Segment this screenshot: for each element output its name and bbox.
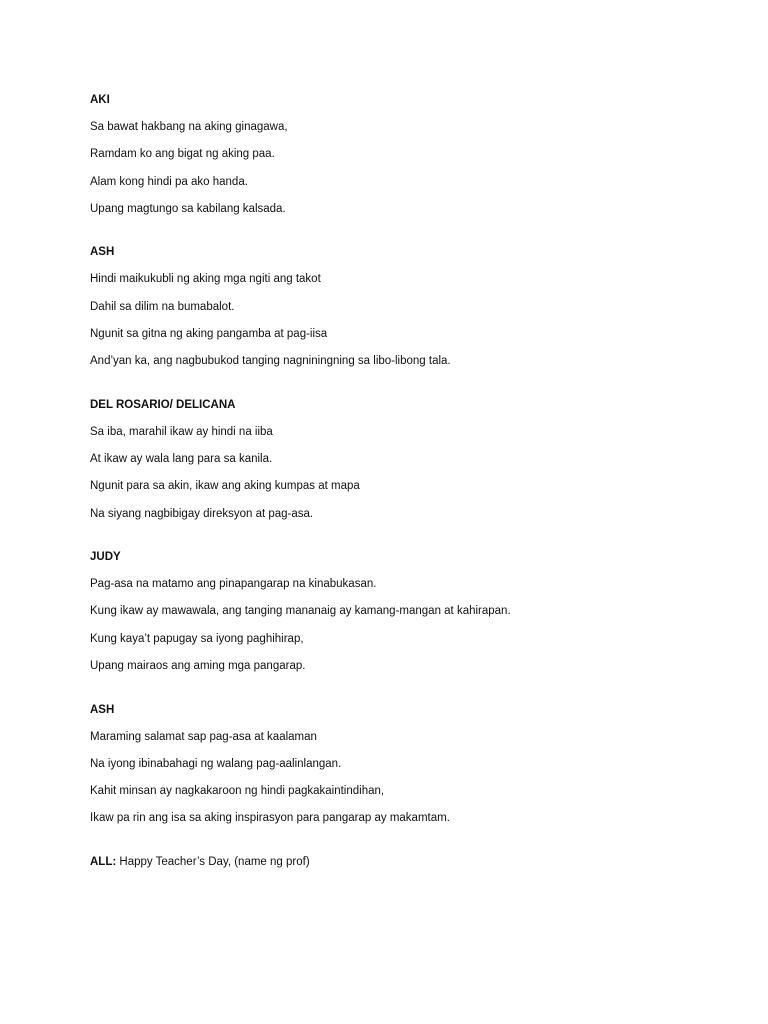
verse-line: Pag-asa na matamo ang pinapangarap na kinabukasan. bbox=[90, 578, 377, 591]
verse-line: Sa bawat hakbang na aking ginagawa, bbox=[90, 121, 288, 133]
verse-line: Kung ikaw ay mawawala, ang tanging mananaig ay kamang-mangan at kahirapan. bbox=[90, 605, 511, 618]
verse-line: And’yan ka, ang nagbubukod tanging nagniningning sa libo-libong tala. bbox=[90, 355, 451, 368]
verse-line: Ngunit sa gitna ng aking pangamba at pag-iisa bbox=[90, 327, 328, 340]
verse-line: Ngunit para sa akin, ikaw ang aking kumpas at mapa bbox=[90, 480, 360, 493]
verse-line: Sa iba, marahil ikaw ay hindi na iiba bbox=[90, 425, 273, 438]
verse-section-aki bbox=[90, 92, 768, 217]
verse-line: At ikaw ay wala lang para sa kanila. bbox=[90, 453, 273, 466]
verse-line: Maraming salamat sap pag-asa at kaalaman bbox=[90, 730, 317, 743]
speaker-name: JUDY bbox=[90, 551, 121, 564]
verse-line: Upang mairaos ang aming mga pangarap. bbox=[90, 660, 306, 673]
verse-line: Ikaw pa rin ang isa sa aking inspirasyon para pangarap ay makamtam. bbox=[90, 812, 450, 825]
verse-line: Dahil sa dilim na bumabalot. bbox=[90, 300, 235, 313]
speaker-name: DEL ROSARIO/ DELICANA bbox=[90, 398, 236, 411]
closing-text: Happy Teacher’s Day, (name ng prof) bbox=[116, 855, 310, 868]
closing-speaker: ALL: bbox=[90, 855, 117, 868]
verse-line: Hindi maikukubli ng aking mga ngiti ang takot bbox=[90, 273, 321, 286]
verse-line: Kahit minsan ay nagkakaroon ng hindi pagkakaintindihan, bbox=[90, 785, 385, 798]
verse-section-del-rosario-delicana bbox=[90, 397, 768, 522]
speaker-name: ASH bbox=[90, 246, 115, 259]
verse-section-ash-1 bbox=[90, 244, 768, 369]
verse-line: Na iyong ibinabahagi ng walang pag-aalinlangan. bbox=[90, 757, 342, 770]
verse-section-judy bbox=[90, 549, 768, 674]
verse-line: Alam kong hindi pa ako handa. bbox=[90, 175, 248, 188]
closing-line bbox=[90, 854, 768, 870]
verse-line: Kung kaya’t papugay sa iyong paghihirap, bbox=[90, 632, 304, 645]
verse-line: Na siyang nagbibigay direksyon at pag-asa. bbox=[90, 507, 314, 520]
verse-section-ash-2 bbox=[90, 702, 768, 827]
verse-line: Upang magtungo sa kabilang kalsada. bbox=[90, 202, 286, 215]
speaker-name: ASH bbox=[90, 703, 115, 716]
verse-line: Ramdam ko ang bigat ng aking paa. bbox=[90, 148, 275, 161]
speaker-name: AKI bbox=[90, 94, 110, 106]
